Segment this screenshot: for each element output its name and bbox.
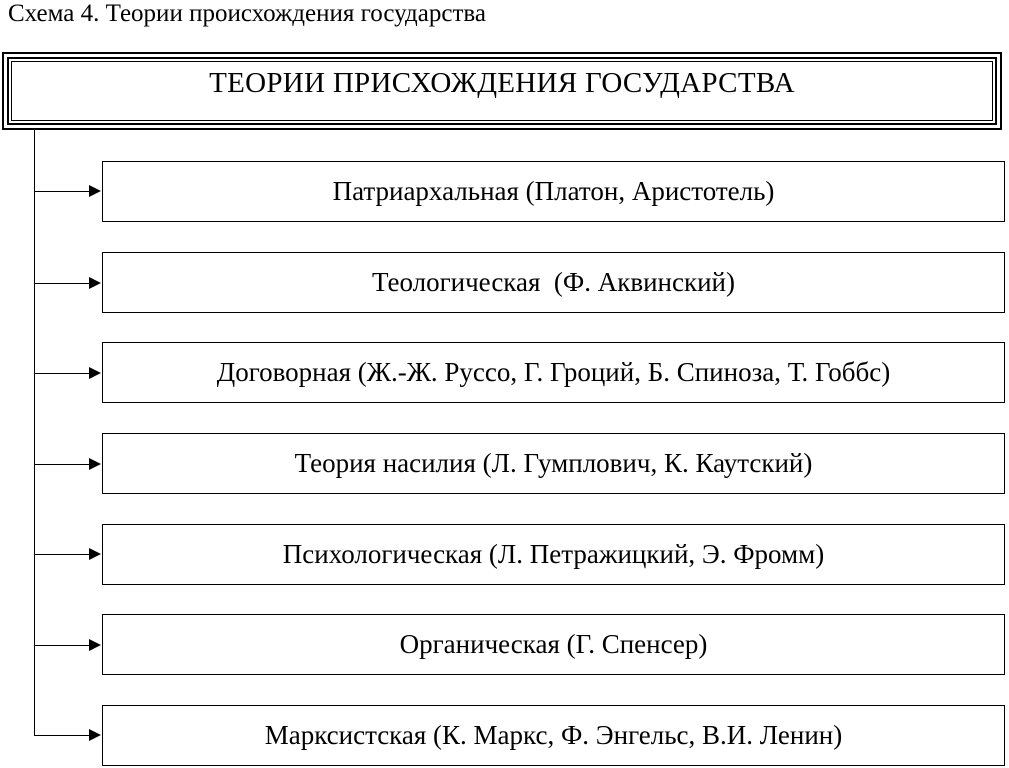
arrow-right-icon: [89, 458, 101, 470]
arrow-right-icon: [89, 639, 101, 651]
theory-label: Органическая (Г. Спенсер): [399, 629, 708, 659]
theory-box-organic: [102, 614, 1005, 675]
arrow-right-icon: [89, 729, 101, 741]
connector-line: [34, 283, 90, 284]
connector-line: [34, 645, 90, 646]
theory-box-violence: [102, 433, 1005, 494]
arrow-right-icon: [89, 185, 101, 197]
diagram-caption: Схема 4. Теории происхождения государства: [8, 0, 486, 27]
connector-line: [34, 735, 90, 736]
arrow-right-icon: [89, 277, 101, 289]
theory-label: Договорная (Ж.-Ж. Руссо, Г. Гроций, Б. Спиноза, Т. Гоббс): [216, 357, 891, 387]
theory-label: Патриархальная (Платон, Аристотель): [332, 176, 775, 206]
theory-label: Психологическая (Л. Петражицкий, Э. Фромм): [282, 539, 825, 569]
connector-line: [34, 373, 90, 374]
theory-box-theological: [102, 252, 1005, 313]
theory-box-contractual: [102, 342, 1005, 403]
connector-line: [34, 191, 90, 192]
connector-line: [34, 464, 90, 465]
theory-label: Марксистская (К. Маркс, Ф. Энгельс, В.И. Ленин): [264, 720, 843, 750]
theory-box-marxist: [102, 705, 1005, 766]
arrow-right-icon: [89, 367, 101, 379]
main-title: ТЕОРИИ ПРИСХОЖДЕНИЯ ГОСУДАРСТВА: [209, 66, 795, 99]
theory-label: Теория насилия (Л. Гумплович, К. Каутский): [294, 448, 813, 478]
theory-box-psychological: [102, 524, 1005, 585]
main-title-box: [2, 52, 1002, 130]
arrow-right-icon: [89, 548, 101, 560]
connector-line: [34, 554, 90, 555]
theory-box-patriarchal: [102, 161, 1005, 222]
theory-label: Теологическая (Ф. Аквинский): [372, 267, 735, 297]
